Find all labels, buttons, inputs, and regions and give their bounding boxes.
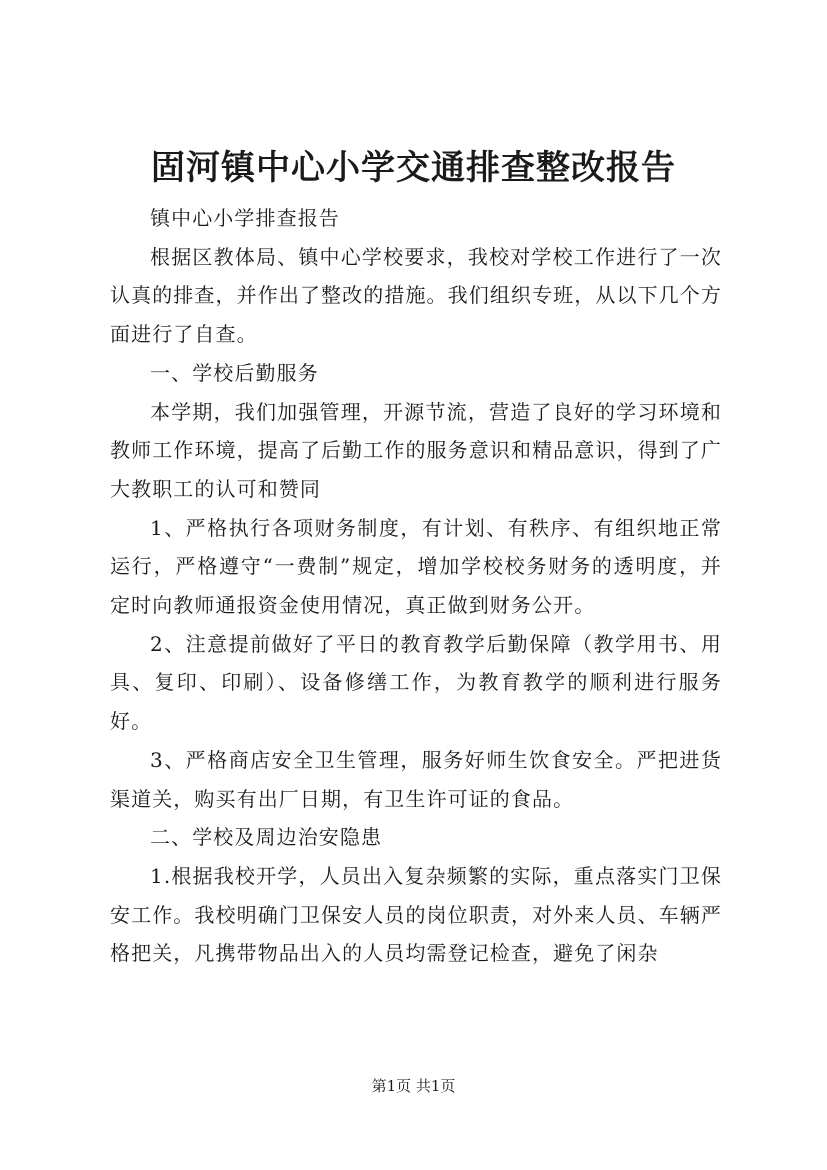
paragraph-intro: 根据区教体局、镇中心学校要求，我校对学校工作进行了一次认真的排查，并作出了整改的措施。我们组织专班，从以下几个方面进行了自查。	[110, 244, 722, 347]
page-number: 第1页 共1页	[371, 1077, 456, 1095]
document-title: 固河镇中心小学交通排查整改报告	[151, 148, 676, 188]
list-item-support: 2、注意提前做好了平日的教育教学后勤保障（教学用书、用具、复印、印刷）、设备修缮工作，为教育教学的顺利进行服务好。	[110, 631, 722, 734]
list-item-food-safety: 3、严格商店安全卫生管理，服务好师生饮食安全。严把进货渠道关，购买有出厂日期，有卫生许可证的食品。	[110, 747, 722, 811]
document-body	[110, 199, 722, 973]
paragraph-subtitle: 镇中心小学排查报告	[150, 206, 340, 230]
section-heading-logistics: 一、学校后勤服务	[150, 360, 319, 385]
section-heading-security: 二、学校及周边治安隐患	[150, 825, 383, 850]
list-item-guard: 1.根据我校开学，人员出入复杂频繁的实际，重点落实门卫保安工作。我校明确门卫保安人员的岗位职责，对外来人员、车辆严格把关，凡携带物品出入的人员均需登记检查，避免了闲杂	[110, 863, 722, 966]
paragraph-logistics-summary: 本学期，我们加强管理，开源节流，营造了良好的学习环境和教师工作环境，提高了后勤工作的服务意识和精品意识，得到了广大教职工的认可和赞同	[110, 399, 722, 501]
list-item-finance: 1、严格执行各项财务制度，有计划、有秩序、有组织地正常运行，严格遵守“一费制”规定，增加学校校务财务的透明度，并定时向教师通报资金使用情况，真正做到财务公开。	[110, 515, 722, 618]
